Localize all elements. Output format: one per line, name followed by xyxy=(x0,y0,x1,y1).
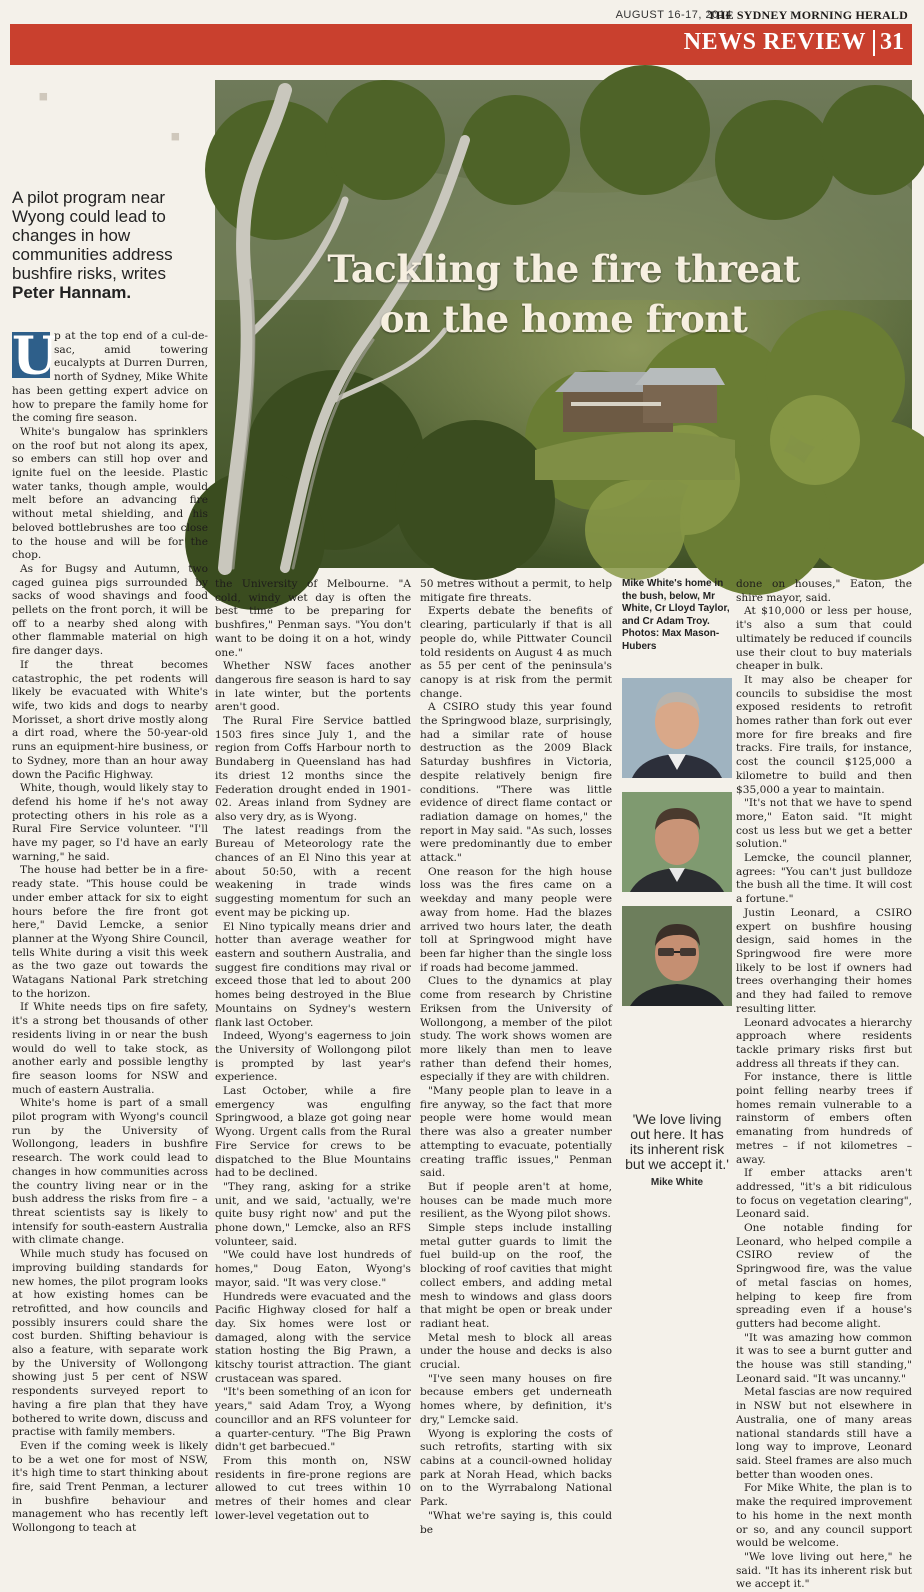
article-paragraph: One reason for the high house loss was the fires came on a weekday and many people were away from home. Had the blazes arrived two hours later, the death toll at Springwood might have been far higher than the single loss if roads had become jammed. xyxy=(420,865,612,974)
column-3-body xyxy=(420,578,612,1537)
article-paragraph: "I've seen many houses on fire because embers get underneath homes where, by definition, it's dry," Lemcke said. xyxy=(420,1372,612,1426)
column-1-body xyxy=(12,326,208,1536)
article-paragraph: "They rang, asking for a strike unit, and we said, 'actually, we're quite busy right now' and put the phone down," Lemcke, also an RFS volunteer, said. xyxy=(215,1180,411,1248)
article-paragraph: If the threat becomes catastrophic, the pet rodents will likely be evacuated with White's wife, two kids and dogs to nearby Morisset, a short drive mostly along a dirt road, where the 50-year-old runs an equipment-hire business, or to Sydney, more than an hour away down the Pacific Highway. xyxy=(12,658,208,781)
article-paragraph: If ember attacks aren't addressed, "it's a bit ridiculous to focus on vegetation clearing", Leonard said. xyxy=(736,1167,912,1221)
headline-line-1: Tackling the fire threat xyxy=(327,247,800,291)
article-paragraph: For instance, there is little point felling nearby trees if homes remain vulnerable to a rainstorm of embers often emanating from hundreds of metres – if not kilometres – away. xyxy=(736,1071,912,1166)
article-paragraph: It may also be cheaper for councils to subsidise the most exposed residents to retrofit homes rather than fork out ever more for fire breaks and fire tracks. Fire trails, for instance, cost the council $125,000 a kilometre to build and then $35,000 a year to maintain. xyxy=(736,673,912,796)
lloyd-taylor-portrait xyxy=(622,792,732,892)
article-paragraph: "It's been something of an icon for years," said Adam Troy, a Wyong councillor and an RFS volunteer for a quarter-century. "The Big Prawn didn't get barbecued." xyxy=(215,1386,411,1454)
portrait-lloyd-taylor xyxy=(622,792,732,892)
pull-quote-attribution: Mike White xyxy=(650,1177,704,1188)
section-title: NEWS REVIEW xyxy=(683,29,866,55)
article-paragraph: White's home is part of a small pilot program with Wyong's council run by the University of Wollongong, leaders in bushfire research. The work could lead to changes in how communities across the country living near or in the bush address the risks from fire – a threat scientists say is likely to intensify for south-eastern Australia with climate change. xyxy=(12,1097,208,1247)
mike-white-portrait xyxy=(622,678,732,778)
article-paragraph: White, though, would likely stay to defend his home if he's not away protecting others in his role as a Rural Fire Service volunteer. "I'll have my pager, so I'd have an early warning," he said. xyxy=(12,782,208,863)
article-column-1 xyxy=(12,326,208,1535)
portrait-adam-troy xyxy=(622,906,732,1006)
article-paragraph: p at the top end of a cul-de-sac, amid towering eucalypts at Durren Durren, north of Sydney, Mike White has been getting expert advice on how to prepare the family home for the coming fire season. xyxy=(12,330,208,425)
standfirst xyxy=(12,188,208,302)
article-paragraph: White's bungalow has sprinklers on the roof but not along its apex, so embers can still hop over and ignite fuel on the leeside. Plastic water tanks, though ample, would melt before an advancing fire without metal shielding, and his beloved bottlebrushes are too close to the house and will be for the chop. xyxy=(12,425,208,562)
article-paragraph: If White needs tips on fire safety, it's a strong bet thousands of other residents living in or near the bush would do well to take stock, as another early and possible lengthy fire season looms for NSW and much of eastern Australia. xyxy=(12,1001,208,1096)
article-column-2 xyxy=(215,578,411,1522)
article-paragraph: But if people aren't at home, houses can be made much more resilient, as the Wyong pilot shows. xyxy=(420,1180,612,1221)
article-paragraph: Indeed, Wyong's eagerness to join the University of Wollongong pilot is prompted by last year's experience. xyxy=(215,1030,411,1084)
article-paragraph: "We love living out here," he said. "It has its inherent risk but we accept it." xyxy=(736,1550,912,1591)
photo-caption: Mike White's home in the bush, below, Mr White, Cr Lloyd Taylor, and Cr Adam Troy. Photos: Max Mason-Hubers xyxy=(622,578,730,652)
standfirst-text: A pilot program near Wyong could lead to changes in how communities address bushfire risks, writes xyxy=(12,188,173,283)
article-paragraph: A CSIRO study this year found the Springwood blaze, surprisingly, had a similar rate of house destruction as the 2009 Black Saturday bushfires in Victoria, despite relatively benign fire conditions. "There was little evidence of direct flame contact or radiation damage on homes," the report in May said. "As such, losses were predominantly due to ember attack." xyxy=(420,701,612,865)
issue-date: AUGUST 16-17, 2014 xyxy=(615,9,732,21)
article-paragraph: Last October, while a fire emergency was engulfing Springwood, a blaze got going near Wyong. Urgent calls from the Rural Fire Service for crews to be dispatched to the Blue Mountains had to be declined. xyxy=(215,1085,411,1180)
byline: Peter Hannam. xyxy=(12,283,132,302)
page-number: 31 xyxy=(880,29,904,55)
article-paragraph: From this month on, NSW residents in fire-prone regions are allowed to cut trees within 10 metres of their homes and clear lower-level vegetation out to xyxy=(215,1455,411,1522)
article-paragraph: Even if the coming week is likely to be a wet one for most of NSW, it's high time to start thinking about fire, said Trent Penman, a lecturer in bushfire behaviour and management who has recently left Wollongong to teach at xyxy=(12,1439,208,1535)
article-paragraph: At $10,000 or less per house, it's also a sum that could ultimately be reduced if councils use their clout to buy materials cheaper in bulk. xyxy=(736,605,912,673)
banner-divider xyxy=(873,30,875,56)
headline xyxy=(215,244,912,344)
pull-quote xyxy=(622,1112,732,1190)
article-paragraph: "It was amazing how common it was to see a burnt gutter and the house was still standing," Leonard said. "It was uncanny." xyxy=(736,1331,912,1385)
drop-cap: U xyxy=(12,326,58,387)
article-paragraph: 50 metres without a permit, to help mitigate fire threats. xyxy=(420,578,612,604)
article-paragraph: The Rural Fire Service battled 1503 fires since July 1, and the region from Coffs Harbour north to Bundaberg in Queensland has had its driest 12 months since the Federation drought ended in 1901-02. Areas inland from Sydney are also very dry, as is Wyong. xyxy=(215,715,411,823)
article-paragraph: Experts debate the benefits of clearing, particularly if that is all people do, while Pittwater Council told residents on August 4 as much as 55 per cent of the peninsula's canopy is at risk from the permit change. xyxy=(420,605,612,700)
column-2-body xyxy=(215,578,411,1524)
section-banner xyxy=(10,24,912,65)
article-paragraph: "Many people plan to leave in a fire anyway, so the fact that more people were home would mean there was also a greater number attempting to evacuate, potentially creating traffic issues," Penman said. xyxy=(420,1085,612,1180)
article-paragraph: Leonard advocates a hierarchy approach where residents tackle primary risks first but address all threats if they can. xyxy=(736,1016,912,1070)
article-paragraph: done on houses," Eaton, the shire mayor, said. xyxy=(736,578,912,604)
headline-line-2: on the home front xyxy=(379,297,748,341)
article-paragraph: While much study has focused on improving building standards for new homes, the pilot program looks at how existing homes can be retrofitted, and how councils and possibly insurers could share the cost burden. Shifting behaviour is also a feature, with separate work by the University of Wollongong showing just 5 per cent of NSW respondents surveyed report to having a fire plan that they have bothered to write down, discuss and practise with family members. xyxy=(12,1248,208,1439)
page-header xyxy=(10,6,912,24)
article-paragraph: Justin Leonard, a CSIRO expert on bushfire housing design, said homes in the Springwood fire were more likely to be lost if owners had trees overhanging their homes and they had failed to remove resulting litter. xyxy=(736,906,912,1015)
article-paragraph: Clues to the dynamics at play come from research by Christine Eriksen from the University of Wollongong, a member of the pilot study. The work shows women are more likely than men to leave rather than defend their homes, especially if they are with children. xyxy=(420,975,612,1084)
article-column-3 xyxy=(420,578,612,1536)
article-paragraph: As for Bugsy and Autumn, two caged guinea pigs surrounded by sacks of wood shavings and food pellets on the front porch, it will be off to a nearby shed along with other flammable material on high fire danger days. xyxy=(12,562,208,658)
article-column-4 xyxy=(736,578,912,1591)
article-paragraph: Wyong is exploring the costs of such retrofits, starting with six cabins at a council-owned holiday park at Norah Head, which backs on to the Wyrrabalong National Park. xyxy=(420,1427,612,1509)
article-paragraph: Simple steps include installing metal gutter guards to limit the fuel build-up on the roof, the blocking of roof cavities that might collect embers, and adding metal mesh to windows and glass doors that might be open or break under radiant heat. xyxy=(420,1222,612,1330)
article-paragraph: One notable finding for Leonard, who helped compile a CSIRO review of the Springwood fire, was the value of metal fascias on homes, helping to keep fire from spreading even if a house's gutters had become alight. xyxy=(736,1222,912,1330)
article-paragraph: "We could have lost hundreds of homes," Doug Eaton, Wyong's mayor, said. "It was very close." xyxy=(215,1249,411,1289)
column-4-body xyxy=(736,578,912,1592)
article-paragraph: The house had better be in a fire-ready state. "This house could be under ember attack for six to eight hours before the fire front got here," David Lemcke, a senior planner at the Wyong Shire Council, tells White during a visit this week as the two gaze out towards the Watagans National Park stretching to the horizon. xyxy=(12,864,208,1000)
article-paragraph: Lemcke, the council planner, agrees: "You can't just bulldoze the bush all the time. It will cost a fortune." xyxy=(736,852,912,906)
bleed-mark: ▪ xyxy=(38,80,49,113)
article-paragraph: El Nino typically means drier and hotter than average weather for eastern and southern Australia, and suggest fire conditions may rival or exceed those that led to about 200 homes being destroyed in the Blue Mountains on Sydney's western flank last October. xyxy=(215,920,411,1029)
adam-troy-portrait xyxy=(622,906,732,1006)
newspaper-name: THE SYDNEY MORNING HERALD xyxy=(707,8,908,22)
article-paragraph: The latest readings from the Bureau of Meteorology rate the chances of an El Nino this year at about 50:50, with a recent weakening in trade winds suggesting momentum for such an event may be picking up. xyxy=(215,824,411,919)
article-paragraph: "What we're saying is, this could be xyxy=(420,1509,612,1536)
article-paragraph: "It's not that we have to spend more," Eaton said. "It might cost us less but we get a better solution." xyxy=(736,797,912,851)
article-paragraph: For Mike White, the plan is to make the required improvement to his home in the next month or so, and any council support would be welcome. xyxy=(736,1482,912,1550)
pull-quote-text: 'We love living out here. It has its inherent risk but we accept it.' xyxy=(625,1111,729,1172)
article-paragraph: the University of Melbourne. "A cold, windy wet day is often the best time to be preparing for bushfires," Penman says. "You don't want to be doing it on a hot, windy one." xyxy=(215,578,411,659)
left-margin-bleed xyxy=(0,80,210,180)
article-paragraph: Whether NSW faces another dangerous fire season is hard to say in late winter, but the portents aren't good. xyxy=(215,660,411,714)
bleed-mark: ▪ xyxy=(170,120,181,153)
article-paragraph: Metal fascias are now required in NSW but not elsewhere in Australia, one of many areas national standards still have a long way to improve, Leonard said. Steel frames are also much better than wooden ones. xyxy=(736,1386,912,1481)
portrait-mike-white xyxy=(622,678,732,778)
article-paragraph: Hundreds were evacuated and the Pacific Highway closed for half a day. Six homes were lost or damaged, along with the service station hosting the Big Prawn, a kitschy tourist attraction. The giant crustacean was spared. xyxy=(215,1290,411,1385)
article-paragraph: Metal mesh to block all areas under the house and decks is also crucial. xyxy=(420,1331,612,1372)
